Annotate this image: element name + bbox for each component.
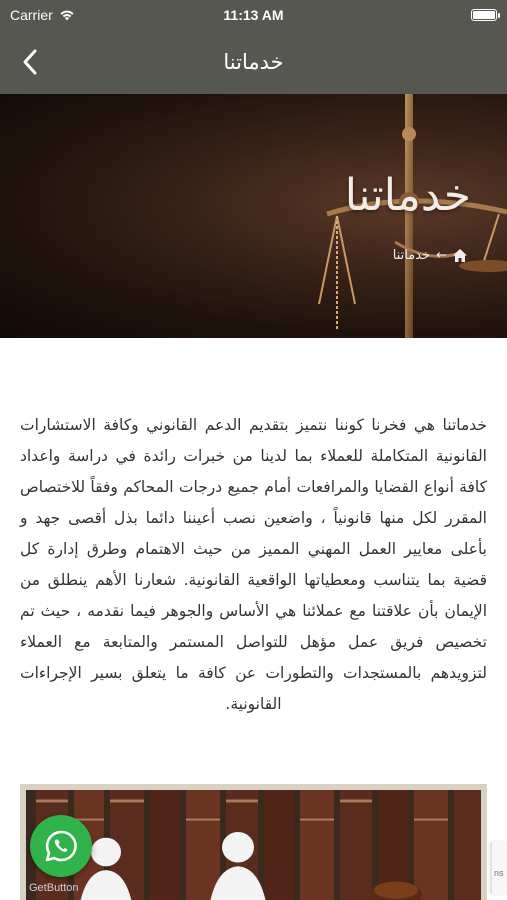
breadcrumb-current: خدماتنا [392,248,431,263]
wifi-icon [59,9,75,21]
back-chevron-icon [22,49,38,75]
whatsapp-icon [44,829,78,863]
status-left [10,7,75,23]
back-button[interactable] [12,44,48,80]
home-icon[interactable] [453,249,467,262]
recaptcha-badge[interactable] [491,842,507,894]
services-description: خدماتنا هي فخرنا كوننا نتميز بتقديم الدعم القانوني وكافة الاستشارات القانونية المتكاملة للعملاء بما لدينا من خبرات رائدة في دراسة واعداد كافة أنواع القضايا والمرافعات أمام جميع درجات المحاكم وفقاً للاختصاص المقرر لكل منها قانونياً ، واضعين نصب أعيننا دائما بذل أقصى جهد و بأعلى معايير العمل المهني المميز من حيث الاهتمام وطرق إدارة كل قضية بما يتناسب ومعطياتها الواقعية القانونية. شعارنا الأهم ينطلق من الإيمان بأن علاقتنا مع عملائنا هي الأساس والجوهر فيما نقدمه ، حيث تم تخصيص فريق عمل مؤهل للتواصل المستمر والمتابعة مع العملاء لتزويدهم بالمستجدات والتطورات عن كافة ما يتعلق بسير الإجراءات القانونية. [20,416,487,713]
breadcrumb [393,248,467,263]
recaptcha-text: ns [494,868,504,878]
battery-icon [471,9,497,21]
carrier-label: Carrier [10,7,53,23]
status-bar [0,0,507,30]
navigation-bar [0,30,507,94]
hero-banner [0,94,507,338]
getbutton-label[interactable]: GetButton [29,882,79,894]
battery-fill [473,11,495,19]
law-books-image [26,790,481,900]
whatsapp-chat-button[interactable] [30,815,92,877]
status-time: 11:13 AM [223,7,284,23]
breadcrumb-arrow: ← [436,248,447,263]
nav-title: خدماتنا [223,50,284,74]
hero-title: خدماتنا [344,170,471,221]
